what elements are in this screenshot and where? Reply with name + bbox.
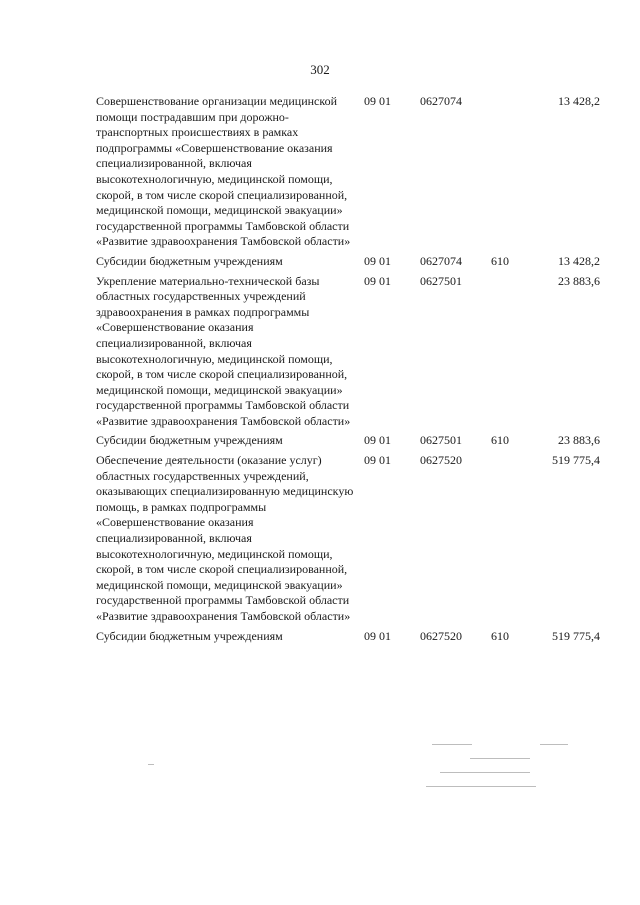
table-row — [96, 254, 600, 274]
row-vr: 610 — [491, 253, 509, 268]
row-sum: 13 428,2 — [558, 253, 600, 268]
row-sum: 13 428,2 — [558, 94, 600, 108]
row-section: 09 01 — [364, 253, 391, 268]
row-name: Субсидии бюджетным учреждениям — [96, 628, 283, 643]
row-sum: 23 883,6 — [558, 273, 600, 288]
row-section: 09 01 — [364, 94, 391, 108]
row-name: Обеспечение деятельности (оказание услуг) областных государственных учреждений, оказывающих специализированную медицинскую помощь, в рамках подпрограммы «Совершенствование оказания специализированной, включая высокотехнологичную, медицинской помощи, скорой, в том числе скорой специализированной, медицинской помощи, медицинской эвакуации» государственной программы Тамбовской области «Развитие здравоохранения Тамбовской области» — [96, 453, 354, 623]
row-name: Совершенствование организации медицинской помощи пострадавшим при дорожно-транспортных происшествиях в рамках подпрограммы «Совершенствование оказания специализированной, включая высокотехнологичную, медицинской помощи, скорой, в том числе скорой специализированной, медицинской помощи, медицинской эвакуации» государственной программы Тамбовской области «Развитие здравоохранения Тамбовской области» — [96, 94, 351, 249]
row-code: 0627501 — [420, 433, 462, 448]
row-vr: 610 — [491, 628, 509, 643]
table-row — [96, 453, 600, 629]
row-code: 0627074 — [420, 253, 462, 268]
row-section: 09 01 — [364, 273, 391, 288]
row-vr — [480, 274, 520, 434]
row-name: Укрепление материально-технической базы областных государственных учреждений здравоохранения в рамках подпрограммы «Совершенствование оказания специализированной, включая высокотехнологичную, медицинской помощи, скорой, в том числе скорой специализированной, медицинской помощи, медицинской эвакуации» государственной программы Тамбовской области «Развитие здравоохранения Тамбовской области» — [96, 273, 351, 428]
row-code: 0627520 — [420, 628, 462, 643]
row-vr: 610 — [491, 433, 509, 448]
row-code: 0627501 — [420, 273, 462, 288]
row-name: Субсидии бюджетным учреждениям — [96, 253, 283, 268]
row-sum: 23 883,6 — [558, 433, 600, 448]
table-row — [96, 94, 600, 254]
row-name: Субсидии бюджетным учреждениям — [96, 433, 283, 448]
row-vr — [480, 453, 520, 629]
row-section: 09 01 — [364, 433, 391, 448]
row-code: 0627520 — [420, 453, 462, 468]
row-sum: 519 775,4 — [552, 628, 600, 643]
page-number: 302 — [310, 62, 330, 77]
row-section: 09 01 — [364, 628, 391, 643]
table-row — [96, 274, 600, 434]
row-section: 09 01 — [364, 453, 391, 468]
table-row — [96, 629, 600, 649]
row-code: 0627074 — [420, 94, 462, 108]
scan-dash — [148, 764, 154, 765]
budget-table — [96, 94, 600, 648]
table-row — [96, 433, 600, 453]
row-sum: 519 775,4 — [552, 453, 600, 468]
row-vr — [480, 94, 520, 254]
